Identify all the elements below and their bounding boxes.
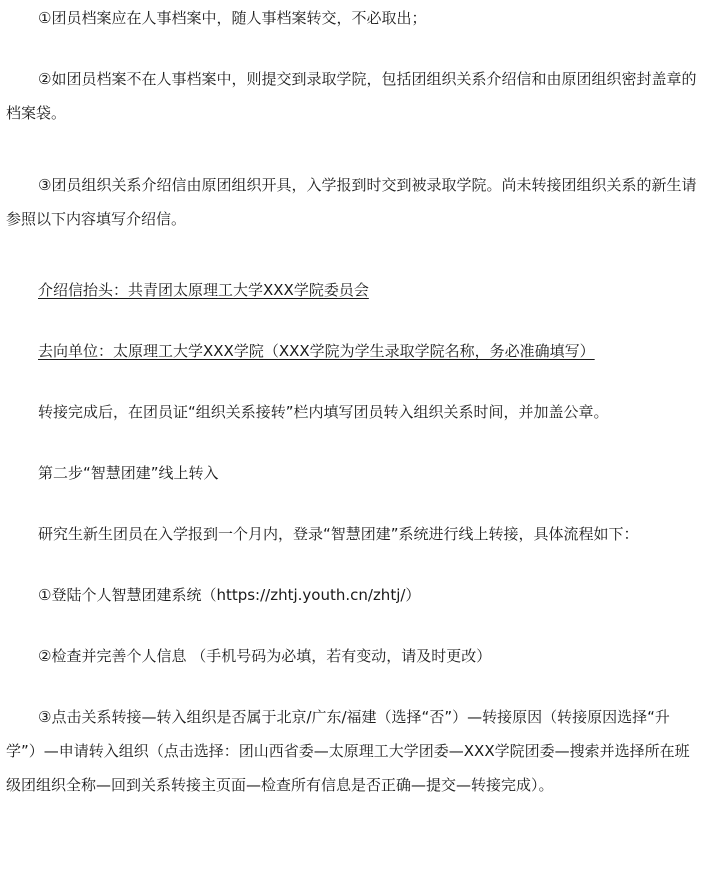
letter-header-line: 介绍信抬头：共青团太原理工大学XXX学院委员会 bbox=[38, 281, 369, 299]
paragraph-online-transfer-intro: 研究生新生团员在入学报到一个月内，登录“智慧团建”系统进行线上转接，具体流程如下： bbox=[38, 525, 639, 543]
paragraph-check-personal-info: ②检查并完善个人信息 （手机号码为必填，若有变动，请及时更改） bbox=[38, 647, 492, 665]
paragraph-transfer-complete: 转接完成后，在团员证“组织关系接转”栏内填写团员转入组织关系时间，并加盖公章。 bbox=[38, 403, 609, 421]
paragraph-relation-transfer-steps: ③点击关系转接—转入组织是否属于北京/广东/福建（选择“否”）—转接原因（转接原因选择“升学”）—申请转入组织（点击选择：团山西省委—太原理工大学团委—XXX学院团委—搜索并选择所在班级团组织全称—回到关系转接主页面—检查所有信息是否正确—提交—转接完成）。 bbox=[6, 708, 690, 794]
destination-unit-line: 去向单位：太原理工大学XXX学院（XXX学院为学生录取学院名称，务必准确填写） bbox=[38, 342, 595, 360]
paragraph-login-system: ①登陆个人智慧团建系统（https://zhtj.youth.cn/zhtj/） bbox=[38, 586, 421, 604]
paragraph-archive-not-in-personnel-file: ②如团员档案不在人事档案中，则提交到录取学院，包括团组织关系介绍信和由原团组织密封盖章的档案袋。 bbox=[6, 70, 697, 122]
section-heading-step-two: 第二步“智慧团建”线上转入 bbox=[38, 464, 219, 482]
paragraph-destination-unit-wrapper bbox=[6, 334, 698, 368]
paragraph-letter-header-wrapper bbox=[6, 273, 698, 307]
paragraph-introduction-letter: ③团员组织关系介绍信由原团组织开具，入学报到时交到被录取学院。尚未转接团组织关系的新生请参照以下内容填写介绍信。 bbox=[6, 176, 697, 228]
paragraph-archive-in-personnel-file: ①团员档案应在人事档案中，随人事档案转交，不必取出； bbox=[38, 9, 427, 27]
